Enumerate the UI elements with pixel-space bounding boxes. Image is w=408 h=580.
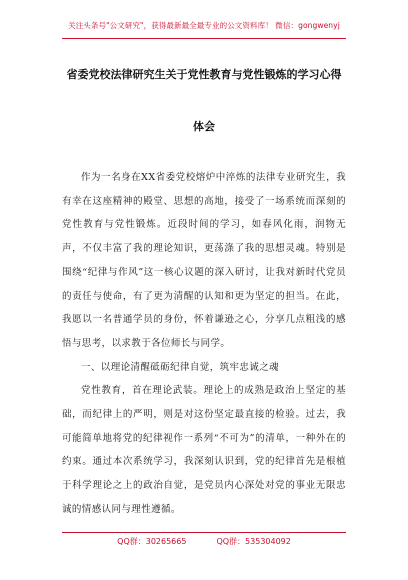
intro-paragraph: 作为一名身在XX省委党校熔炉中淬炼的法律专业研究生，我有幸在这座精神的殿堂、思想的高地，接受了一场系统而深刻的党性教育与党性锻炼。近段时间的学习，如春风化雨，润物无声，不仅丰富了我的理论知识，更荡涤了我的思想灵魂。特别是围绕“纪律与作风”这一核心议题的深入研讨，让我对新时代党员的责任与使命，有了更为清醒的认知和更为坚定的担当。在此，我愿以一名普通学员的身份，怀着谦逊之心，分享几点粗浅的感悟与思考，以求教于各位师长与同学。 <box>62 172 346 349</box>
footer-divider <box>62 532 346 533</box>
footer-qq-group-2: QQ群：535304092 <box>216 537 291 546</box>
section-heading-1: 一、以理论清醒砥砺纪律自觉，筑牢忠诚之魂 <box>81 361 280 373</box>
header-divider <box>62 38 346 39</box>
document-title-line-1: 省委党校法律研究生关于党性教育与党性锻炼的学习心得 <box>66 68 342 81</box>
header-banner: 关注头条号"公文研究"，获得最新最全最专业的公文资料库！ 微信：gongwenyj <box>68 21 340 30</box>
section-1-paragraph: 党性教育，首在理论武装。理论上的成熟是政治上坚定的基础，而纪律上的严明，则是对这份坚定最直接的检验。过去，我可能简单地将党的纪律视作一系列“不可为”的清单，一种外在的约束。通过本次系统学习，我深刻认识到，党的纪律首先是根植于科学理论之上的政治自觉，是党员内心深处对党的事业无限忠诚的情感认同与理性遵循。 <box>62 385 346 515</box>
footer-qq-group-1: QQ群：30265665 <box>117 537 187 546</box>
document-title-line-2: 体会 <box>193 120 215 133</box>
footer <box>0 536 408 547</box>
document-body <box>62 166 346 522</box>
